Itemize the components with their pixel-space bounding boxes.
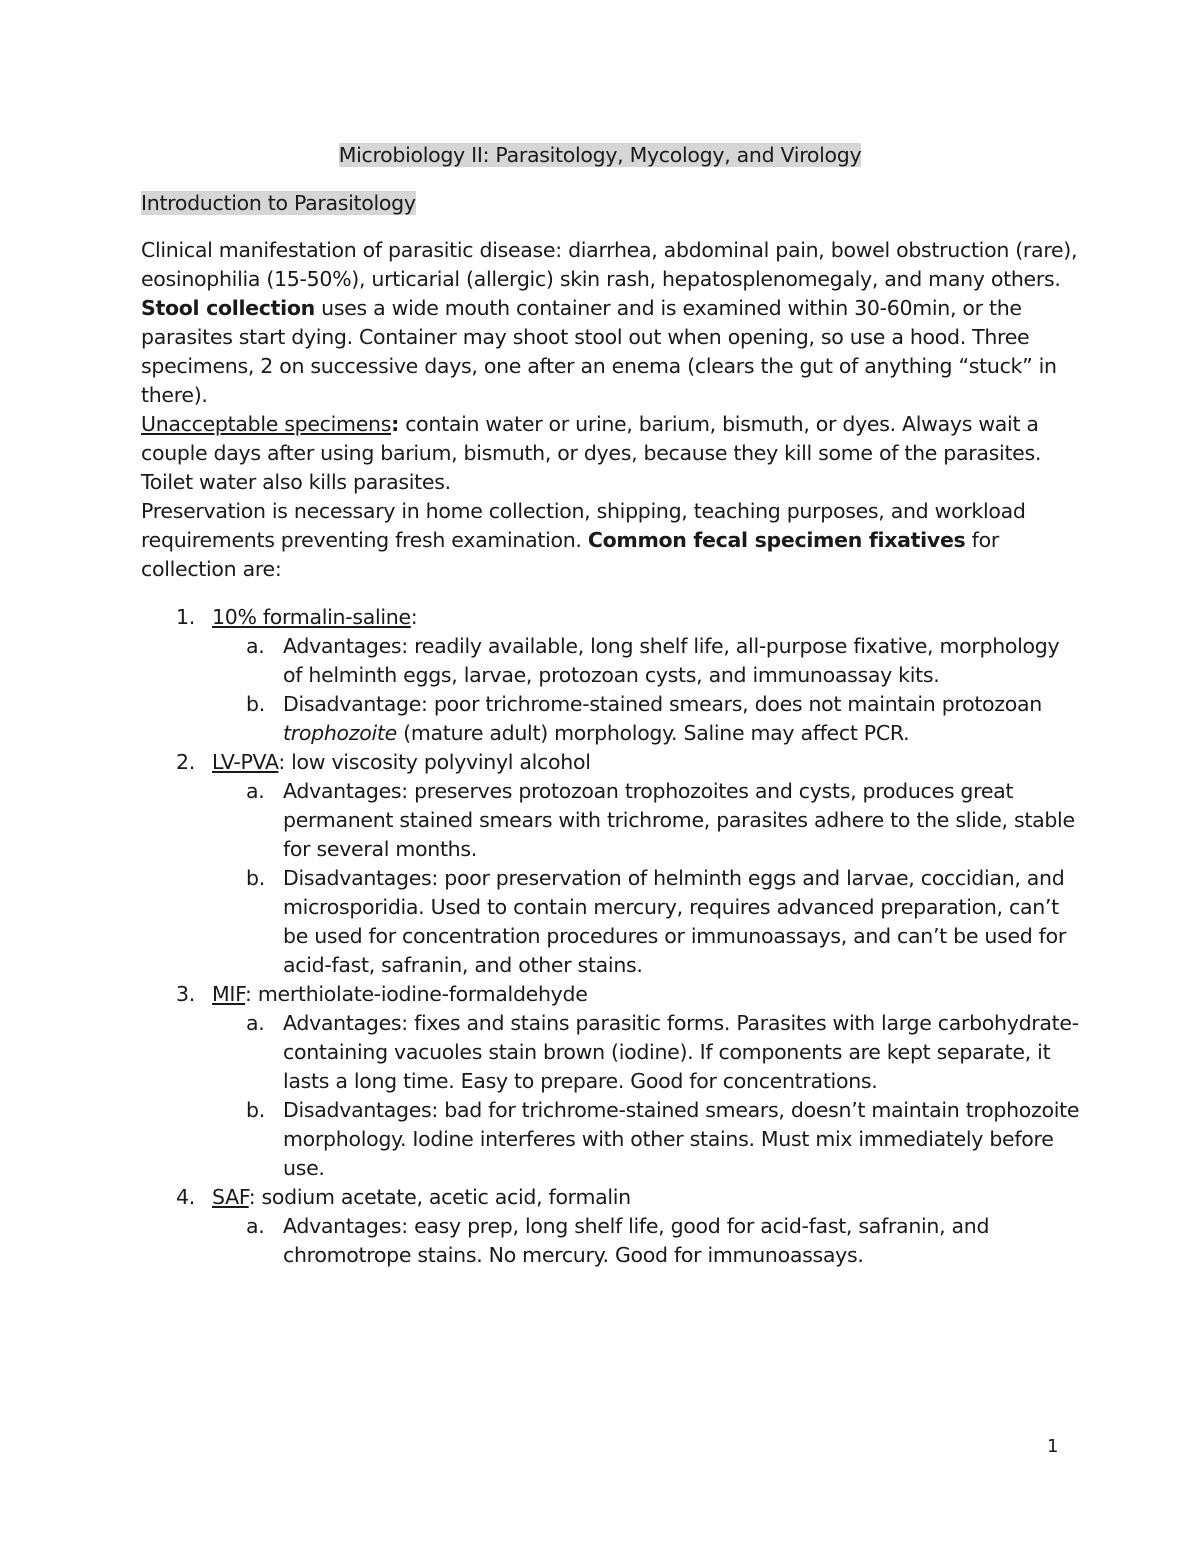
list-number: 4. xyxy=(176,1185,195,1209)
section-heading xyxy=(141,188,416,218)
list-item-formalin-saline xyxy=(141,603,1081,748)
list-number: 2. xyxy=(176,750,195,774)
sub-list xyxy=(212,1212,1081,1270)
unacceptable-specimens-colon: : xyxy=(391,412,399,436)
sub-list-letter: a. xyxy=(246,779,265,803)
sub-list-text: Advantages: fixes and stains parasitic forms. Parasites with large carbohydrate-containing vacuoles stain brown (iodine). If components are kept separate, it lasts a long time. Easy to prepare. Good for concentrations. xyxy=(283,1011,1079,1093)
sub-list-text: Advantages: preserves protozoan trophozoites and cysts, produces great permanent stained smears with trichrome, parasites adhere to the slide, stable for several months. xyxy=(283,779,1075,861)
sub-list-item xyxy=(212,632,1081,690)
paragraph-clinical-manifestation: Clinical manifestation of parasitic disease: diarrhea, abdominal pain, bowel obstruction (rare), eosinophilia (15-50%), urticarial (allergic) skin rash, hepatosplenomegaly, and many others. xyxy=(141,238,1078,291)
sub-list-letter: a. xyxy=(246,1011,265,1035)
sub-list-text-before: Disadvantage: poor trichrome-stained smears, does not maintain protozoan xyxy=(283,692,1042,716)
preservation-text-start: Preservation is necessary in home collection, shipping, teaching purposes, and workload requirements preventing fresh examination. xyxy=(141,499,1026,552)
list-number: 3. xyxy=(176,982,195,1006)
paragraph-unacceptable-specimens xyxy=(141,410,1081,497)
fixative-name: LV-PVA xyxy=(212,750,279,774)
sub-list-item xyxy=(212,1096,1081,1183)
fixative-description: : merthiolate-iodine-formaldehyde xyxy=(245,982,588,1006)
sub-list-letter: b. xyxy=(246,866,265,890)
sub-list-item xyxy=(212,777,1081,864)
sub-list-text: Advantages: easy prep, long shelf life, good for acid-fast, safranin, and chromotrope stains. No mercury. Good for immunoassays. xyxy=(283,1214,990,1267)
sub-list-item xyxy=(212,690,1081,748)
fixatives-term: Common fecal specimen fixatives xyxy=(587,528,966,552)
sub-list xyxy=(212,777,1081,980)
list-item-saf xyxy=(141,1183,1081,1270)
page-number: 1 xyxy=(1047,1436,1059,1457)
sub-list-italic-term: trophozoite xyxy=(283,721,397,745)
stool-collection-text: uses a wide mouth container and is examined within 30-60min, or the parasites start dying. Container may shoot stool out when opening, so use a hood. Three specimens, 2 on successive days, one after an enema (clears the gut of anything “stuck” in there). xyxy=(141,296,1057,407)
unacceptable-specimens-term: Unacceptable specimens xyxy=(141,412,392,436)
sub-list xyxy=(212,1009,1081,1183)
sub-list-item xyxy=(212,1009,1081,1096)
sub-list-letter: b. xyxy=(246,1098,265,1122)
document-title xyxy=(0,140,1200,170)
sub-list-text: Disadvantages: poor preservation of helminth eggs and larvae, coccidian, and microsporidia. Used to contain mercury, requires advanced preparation, can’t be used for concentration procedures or immunoassays, and can’t be used for acid-fast, safranin, and other stains. xyxy=(283,866,1066,977)
fixatives-list xyxy=(141,603,1081,1270)
fixative-name: MIF xyxy=(212,982,246,1006)
fixative-description: : xyxy=(410,605,418,629)
sub-list-letter: b. xyxy=(246,692,265,716)
sub-list-text-after: (mature adult) morphology. Saline may affect PCR. xyxy=(396,721,910,745)
paragraph-stool-collection xyxy=(141,294,1081,410)
preservation-text-end: for collection are: xyxy=(141,528,999,581)
sub-list-letter: a. xyxy=(246,634,265,658)
sub-list-text: Disadvantages: bad for trichrome-stained smears, doesn’t maintain trophozoite morphology. Iodine interferes with other stains. Must mix immediately before use. xyxy=(283,1098,1080,1180)
list-item-mif xyxy=(141,980,1081,1183)
fixative-description: : low viscosity polyvinyl alcohol xyxy=(278,750,591,774)
fixative-name: 10% formalin-saline xyxy=(212,605,411,629)
sub-list-item xyxy=(212,864,1081,980)
document-body xyxy=(141,236,1081,1270)
document-title-text: Microbiology II: Parasitology, Mycology, and Virology xyxy=(338,143,862,167)
sub-list-text: Advantages: readily available, long shelf life, all-purpose fixative, morphology of helminth eggs, larvae, protozoan cysts, and immunoassay kits. xyxy=(283,634,1060,687)
paragraph-preservation xyxy=(141,497,1081,584)
list-number: 1. xyxy=(176,605,195,629)
section-heading-text: Introduction to Parasitology xyxy=(141,191,416,215)
unacceptable-specimens-text: contain water or urine, barium, bismuth, or dyes. Always wait a couple days after using barium, bismuth, or dyes, because they kill some of the parasites. Toilet water also kills parasites. xyxy=(141,412,1042,494)
sub-list-item xyxy=(212,1212,1081,1270)
sub-list-letter: a. xyxy=(246,1214,265,1238)
fixative-name: SAF xyxy=(212,1185,249,1209)
stool-collection-term: Stool collection xyxy=(141,296,315,320)
fixative-description: : sodium acetate, acetic acid, formalin xyxy=(248,1185,631,1209)
list-item-lv-pva xyxy=(141,748,1081,980)
sub-list xyxy=(212,632,1081,748)
